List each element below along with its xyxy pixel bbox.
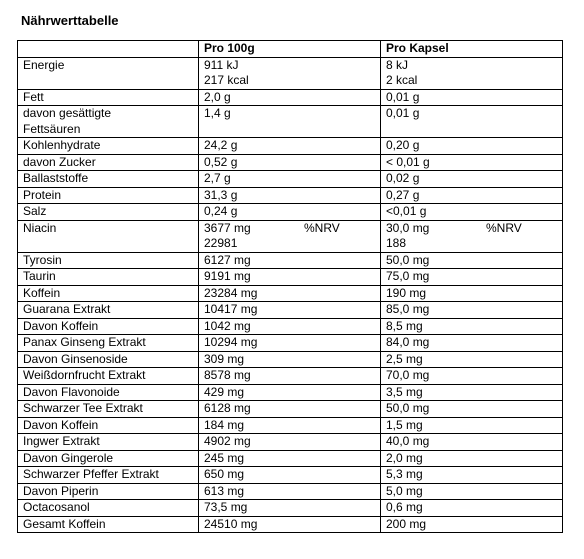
cell-value: 22981 (204, 236, 238, 250)
cell-value: 190 mg (386, 285, 427, 300)
cell-value: Energie (23, 57, 65, 72)
nutrient-name-cell (18, 154, 199, 171)
nutrient-name-cell (18, 106, 199, 138)
value-with-tag (386, 221, 562, 237)
cell-value: <0,01 g (386, 204, 427, 218)
cell-value: 188 (386, 236, 407, 250)
header-per-capsule: Pro Kapsel (381, 41, 563, 58)
per-100g-cell (199, 500, 381, 517)
per-capsule-cell (381, 335, 563, 352)
per-100g-cell (199, 483, 381, 500)
table-row (18, 57, 563, 89)
per-capsule-cell (381, 384, 563, 401)
cell-value: 23284 mg (204, 285, 258, 300)
table-row (18, 401, 563, 418)
table-row (18, 368, 563, 385)
per-100g-cell (199, 401, 381, 418)
cell-value: davon gesättigte (23, 106, 112, 120)
per-capsule-cell (381, 318, 563, 335)
cell-value: 1042 mg (204, 318, 251, 333)
cell-value: Octacosanol (23, 500, 90, 514)
table-row (18, 285, 563, 302)
cell-value: Protein (23, 187, 62, 202)
cell-value: 911 kJ (204, 57, 239, 72)
cell-value: 1,4 g (204, 106, 231, 120)
cell-value: 31,3 g (204, 187, 238, 202)
table-row (18, 417, 563, 434)
nutrient-name-cell (18, 269, 199, 286)
per-capsule-cell (381, 252, 563, 269)
per-capsule-cell (381, 417, 563, 434)
per-100g-cell (199, 467, 381, 484)
per-capsule-cell (381, 285, 563, 302)
per-capsule-cell (381, 89, 563, 106)
cell-value: 2 kcal (386, 73, 418, 87)
table-row (18, 204, 563, 221)
table-row (18, 335, 563, 352)
nutrition-table (17, 40, 563, 533)
nutrient-name-cell (18, 450, 199, 467)
cell-value: 5,3 mg (386, 467, 423, 481)
cell-value: 5,0 mg (386, 483, 423, 498)
cell-value: 50,0 mg (386, 401, 430, 415)
cell-value: 24510 mg (204, 516, 258, 531)
per-capsule-cell (381, 434, 563, 451)
nutrient-name-cell (18, 187, 199, 204)
cell-value: 8 kJ (386, 57, 409, 72)
per-100g-cell (199, 269, 381, 286)
per-capsule-cell (381, 187, 563, 204)
table-body (18, 57, 563, 533)
cell-value: Koffein (23, 285, 61, 300)
per-100g-cell (199, 335, 381, 352)
per-capsule-cell (381, 401, 563, 418)
per-100g-cell (199, 516, 381, 533)
cell-value: Niacin (23, 220, 57, 235)
cell-value: 184 mg (204, 417, 245, 432)
cell-value: 0,20 g (386, 138, 420, 152)
nutrient-name-cell (18, 351, 199, 368)
cell-value: Davon Piperin (23, 483, 99, 498)
per-100g-cell (199, 384, 381, 401)
cell-value: 8578 mg (204, 368, 251, 382)
cell-value: 84,0 mg (386, 335, 430, 349)
cell-value: Davon Ginsenoside (23, 351, 128, 366)
per-capsule-cell (381, 171, 563, 188)
per-100g-cell (199, 318, 381, 335)
cell-value: Schwarzer Pfeffer Extrakt (23, 467, 159, 481)
per-100g-cell (199, 368, 381, 385)
cell-value: 3,5 mg (386, 384, 423, 399)
per-capsule-cell (381, 500, 563, 517)
per-100g-cell (199, 351, 381, 368)
cell-value: 309 mg (204, 351, 245, 366)
table-row (18, 516, 563, 533)
per-capsule-cell (381, 302, 563, 319)
table-row (18, 434, 563, 451)
cell-value: 0,6 mg (386, 500, 423, 514)
cell-value: 429 mg (204, 384, 245, 399)
cell-value: 613 mg (204, 483, 245, 498)
cell-value: 6128 mg (204, 401, 251, 415)
table-row (18, 302, 563, 319)
header-nutrient (18, 41, 199, 58)
nutrient-name-cell (18, 204, 199, 221)
cell-value: 3677 mg (204, 220, 251, 235)
cell-value: 8,5 mg (386, 318, 423, 333)
per-capsule-cell (381, 351, 563, 368)
table-row (18, 252, 563, 269)
cell-value: 70,0 mg (386, 368, 430, 382)
header-per-100g: Pro 100g (199, 41, 381, 58)
cell-value: 650 mg (204, 467, 245, 481)
per-100g-cell (199, 220, 381, 252)
table-row (18, 220, 563, 252)
per-capsule-cell (381, 220, 563, 252)
cell-value: < 0,01 g (386, 154, 430, 169)
nutrient-name-cell (18, 500, 199, 517)
nrv-label: %NRV (304, 220, 340, 235)
cell-value: 200 mg (386, 516, 427, 531)
cell-value: Davon Koffein (23, 318, 99, 333)
table-header-row (18, 41, 563, 58)
cell-value: Salz (23, 204, 47, 218)
per-capsule-cell (381, 516, 563, 533)
per-100g-cell (199, 204, 381, 221)
cell-value: 24,2 g (204, 138, 238, 152)
nutrient-name-cell (18, 434, 199, 451)
nutrient-name-cell (18, 302, 199, 319)
value-with-tag (204, 221, 380, 237)
nutrient-name-cell (18, 335, 199, 352)
nutrient-name-cell (18, 401, 199, 418)
cell-value: Davon Flavonoide (23, 384, 120, 399)
per-capsule-cell (381, 483, 563, 500)
cell-value: Ballaststoffe (23, 171, 89, 185)
cell-value: 0,24 g (204, 204, 238, 218)
per-100g-cell (199, 434, 381, 451)
per-100g-cell (199, 187, 381, 204)
cell-value: 10417 mg (204, 302, 258, 316)
per-capsule-cell (381, 154, 563, 171)
per-100g-cell (199, 57, 381, 89)
nutrient-name-cell (18, 483, 199, 500)
per-100g-cell (199, 106, 381, 138)
cell-value: 40,0 mg (386, 434, 430, 448)
cell-value: Ingwer Extrakt (23, 434, 100, 448)
cell-value: 245 mg (204, 450, 245, 465)
cell-value: 75,0 mg (386, 269, 430, 283)
nutrient-name-cell (18, 252, 199, 269)
per-capsule-cell (381, 269, 563, 286)
per-100g-cell (199, 89, 381, 106)
nutrient-name-cell (18, 368, 199, 385)
cell-value: 50,0 mg (386, 252, 430, 267)
cell-value: 73,5 mg (204, 500, 248, 514)
per-100g-cell (199, 417, 381, 434)
cell-value: 0,52 g (204, 154, 238, 169)
cell-value: 2,5 mg (386, 351, 423, 366)
nrv-label: %NRV (486, 220, 522, 235)
nutrient-name-cell (18, 384, 199, 401)
cell-value: 10294 mg (204, 335, 258, 349)
per-capsule-cell (381, 57, 563, 89)
cell-value: 0,02 g (386, 171, 420, 185)
nutrient-name-cell (18, 57, 199, 89)
cell-value: Fett (23, 89, 44, 104)
table-row (18, 318, 563, 335)
cell-value: Davon Koffein (23, 417, 99, 432)
nutrient-name-cell (18, 220, 199, 252)
cell-value: Davon Gingerole (23, 450, 114, 465)
table-row (18, 171, 563, 188)
per-capsule-cell (381, 368, 563, 385)
nutrient-name-cell (18, 318, 199, 335)
table-row (18, 450, 563, 467)
cell-value: 1,5 mg (386, 417, 423, 432)
cell-value: 9191 mg (204, 269, 251, 283)
cell-value: Kohlenhydrate (23, 138, 101, 152)
table-row (18, 269, 563, 286)
per-100g-cell (199, 450, 381, 467)
table-row (18, 351, 563, 368)
cell-value: 30,0 mg (386, 220, 430, 235)
nutrient-name-cell (18, 171, 199, 188)
table-row (18, 138, 563, 155)
cell-value: Guarana Extrakt (23, 302, 111, 316)
cell-value: Weißdornfrucht Extrakt (23, 368, 146, 382)
table-row (18, 154, 563, 171)
cell-value: Fettsäuren (23, 121, 81, 136)
nutrient-name-cell (18, 89, 199, 106)
cell-value: 0,27 g (386, 187, 420, 202)
nutrient-name-cell (18, 516, 199, 533)
table-row (18, 384, 563, 401)
cell-value: 0,01 g (386, 106, 420, 120)
table-row (18, 483, 563, 500)
cell-value: Schwarzer Tee Extrakt (23, 401, 143, 415)
table-row (18, 187, 563, 204)
cell-value: 2,7 g (204, 171, 231, 185)
per-100g-cell (199, 138, 381, 155)
table-row (18, 106, 563, 138)
cell-value: Panax Ginseng Extrakt (23, 335, 146, 349)
per-capsule-cell (381, 204, 563, 221)
per-capsule-cell (381, 138, 563, 155)
cell-value: 6127 mg (204, 252, 251, 267)
per-100g-cell (199, 171, 381, 188)
nutrient-name-cell (18, 138, 199, 155)
per-capsule-cell (381, 450, 563, 467)
table-row (18, 89, 563, 106)
cell-value: 2,0 mg (386, 450, 423, 465)
cell-value: Tyrosin (23, 252, 62, 267)
cell-value: 0,01 g (386, 89, 420, 104)
cell-value: 85,0 mg (386, 302, 430, 316)
nutrient-name-cell (18, 285, 199, 302)
per-capsule-cell (381, 467, 563, 484)
per-100g-cell (199, 252, 381, 269)
cell-value: Gesamt Koffein (23, 516, 106, 531)
cell-value: Taurin (23, 269, 56, 283)
per-100g-cell (199, 154, 381, 171)
per-100g-cell (199, 302, 381, 319)
nutrient-name-cell (18, 417, 199, 434)
page-title: Nährwerttabelle (21, 13, 119, 28)
cell-value: 4902 mg (204, 434, 251, 448)
cell-value: 217 kcal (204, 73, 249, 87)
table-row (18, 500, 563, 517)
per-100g-cell (199, 285, 381, 302)
table-row (18, 467, 563, 484)
nutrient-name-cell (18, 467, 199, 484)
cell-value: davon Zucker (23, 154, 96, 169)
per-capsule-cell (381, 106, 563, 138)
cell-value: 2,0 g (204, 89, 231, 104)
